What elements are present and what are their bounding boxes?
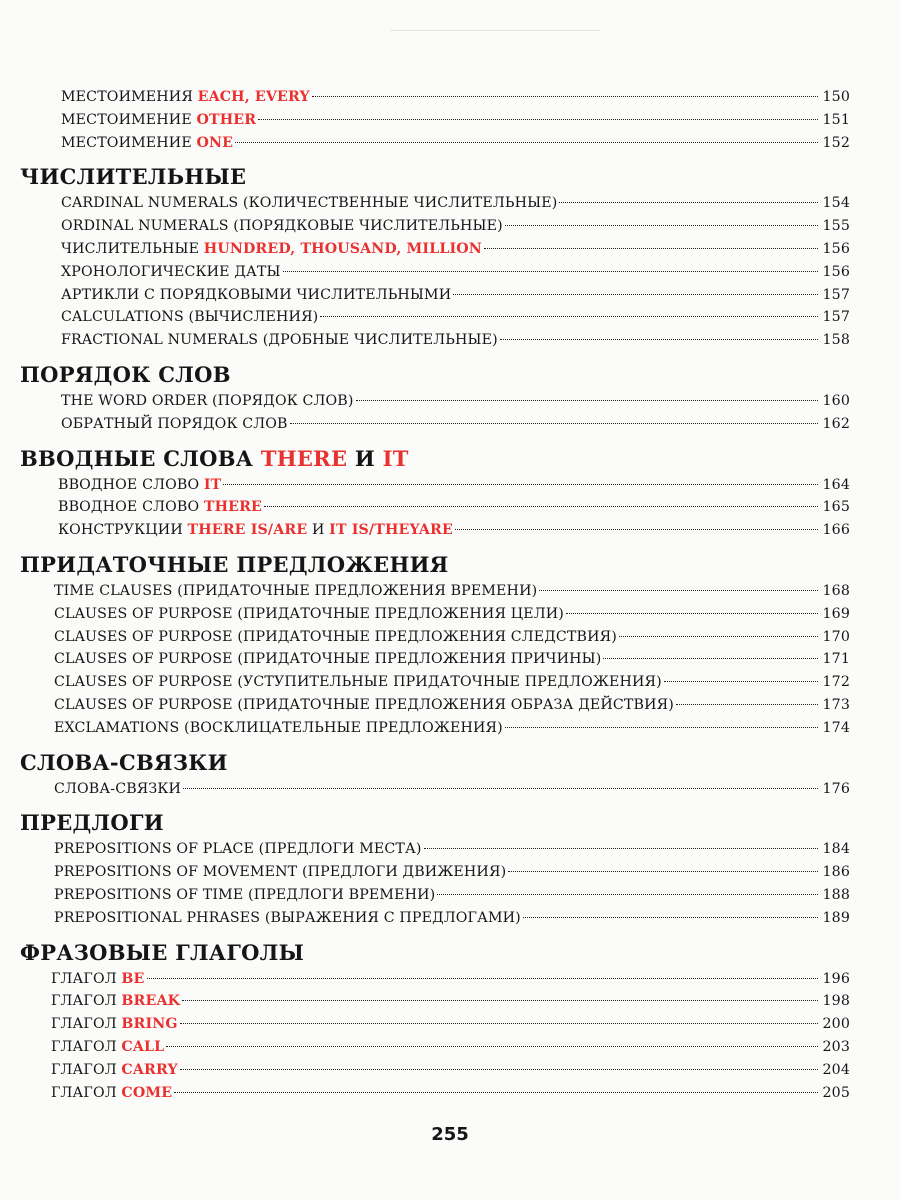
toc-entry-title xyxy=(58,496,262,519)
toc-entry-page: 205 xyxy=(822,1084,850,1101)
toc-entry-page: 168 xyxy=(822,582,850,599)
dot-leader xyxy=(508,871,818,872)
dot-leader xyxy=(523,917,818,918)
section-title-part: ПОРЯДОК СЛОВ xyxy=(20,361,231,387)
toc-entry[interactable] xyxy=(20,778,850,801)
toc-entry-title xyxy=(51,990,180,1013)
toc-entry-page: 176 xyxy=(822,780,850,797)
toc-entry-title xyxy=(54,694,674,717)
toc-entry-text: PREPOSITIONS OF MOVEMENT (ПРЕДЛОГИ ДВИЖЕНИЯ) xyxy=(54,864,507,881)
toc-entry-text: АРТИКЛИ С ПОРЯДКОВЫМИ ЧИСЛИТЕЛЬНЫМИ xyxy=(61,286,452,303)
toc-entry[interactable] xyxy=(20,1082,850,1105)
dot-leader xyxy=(424,848,818,849)
dot-leader xyxy=(455,529,818,530)
toc-entry-page: 204 xyxy=(822,1061,850,1078)
toc-entry[interactable] xyxy=(20,132,850,155)
dot-leader xyxy=(174,1092,818,1093)
toc-entry-title xyxy=(51,1082,172,1105)
toc-entry[interactable] xyxy=(20,474,850,497)
dot-leader xyxy=(676,704,818,705)
dot-leader xyxy=(539,590,818,591)
toc-entry-page: 151 xyxy=(822,111,850,128)
dot-leader xyxy=(500,339,818,340)
keyword-highlight: EACH, EVERY xyxy=(197,89,310,105)
toc-entry-title xyxy=(54,907,521,930)
toc-entry-text: ЧИСЛИТЕЛЬНЫЕ xyxy=(61,240,204,257)
toc-entry-title xyxy=(61,329,498,352)
section-title-part: ЧИСЛИТЕЛЬНЫЕ xyxy=(20,164,247,190)
keyword-highlight: BRING xyxy=(121,1016,178,1033)
toc-entry-page: 186 xyxy=(822,864,850,881)
keyword-highlight: THERE xyxy=(203,499,263,516)
toc-entry-title xyxy=(61,238,482,261)
toc-entry-page: 174 xyxy=(822,719,850,736)
toc-entry[interactable] xyxy=(20,838,850,861)
toc-entry-text: ГЛАГОЛ xyxy=(51,970,122,987)
dot-leader xyxy=(180,1069,818,1070)
toc-entry-title xyxy=(54,580,537,603)
toc-entry[interactable] xyxy=(20,413,850,436)
toc-entry[interactable] xyxy=(20,238,850,261)
toc-entry-text: FRACTIONAL NUMERALS (ДРОБНЫЕ ЧИСЛИТЕЛЬНЫЕ) xyxy=(61,332,498,349)
toc-entry-page: 171 xyxy=(822,651,850,668)
toc-entry-text: ГЛАГОЛ xyxy=(51,1016,122,1033)
toc-entry-text: ORDINAL NUMERALS (ПОРЯДКОВЫЕ ЧИСЛИТЕЛЬНЫЕ) xyxy=(61,218,503,235)
toc-entry[interactable] xyxy=(20,1036,850,1059)
keyword-highlight: IT IS/THEYARE xyxy=(329,522,453,539)
keyword-highlight: BREAK xyxy=(121,993,181,1010)
dot-leader xyxy=(180,1023,818,1024)
toc-entry-text: СЛОВА-СВЯЗКИ xyxy=(54,780,182,797)
toc-entry-title xyxy=(61,413,288,436)
section-title xyxy=(20,809,850,837)
toc-entry-page: 173 xyxy=(822,696,850,713)
toc-entry-text: ГЛАГОЛ xyxy=(51,1061,122,1078)
toc-entry-title xyxy=(54,626,617,649)
section-title xyxy=(20,361,850,389)
dot-leader xyxy=(603,658,818,659)
section-title-part: ПРИДАТОЧНЫЕ ПРЕДЛОЖЕНИЯ xyxy=(20,551,449,577)
toc-entry-page: 162 xyxy=(822,415,850,432)
toc-entry-page: 188 xyxy=(822,886,850,903)
dot-leader xyxy=(484,248,818,249)
toc-entry-text: МЕСТОИМЕНИЯ xyxy=(61,89,198,105)
toc-entry[interactable] xyxy=(20,603,850,626)
toc-entry[interactable] xyxy=(20,109,850,132)
table-of-contents xyxy=(20,86,850,1104)
toc-entry[interactable] xyxy=(20,694,850,717)
dot-leader xyxy=(664,681,818,682)
toc-entry-page: 157 xyxy=(822,286,850,303)
toc-entry-text: EXCLAMATIONS (ВОСКЛИЦАТЕЛЬНЫЕ ПРЕДЛОЖЕНИЯ) xyxy=(54,719,503,736)
section-title xyxy=(20,939,850,967)
toc-entry-page: 164 xyxy=(822,476,850,493)
toc-entry-title xyxy=(54,884,435,907)
toc-entry-page: 169 xyxy=(822,605,850,622)
toc-entry[interactable] xyxy=(20,671,850,694)
section-title-part: СЛОВА-СВЯЗКИ xyxy=(20,749,228,775)
dot-leader xyxy=(437,894,818,895)
toc-entry-page: 156 xyxy=(822,263,850,280)
toc-entry-title xyxy=(61,132,233,155)
section-title xyxy=(20,551,850,579)
toc-entry-title xyxy=(51,1059,178,1082)
dot-leader xyxy=(290,423,818,424)
toc-entry-text: PREPOSITIONS OF PLACE (ПРЕДЛОГИ МЕСТА) xyxy=(54,841,422,858)
toc-entry-title xyxy=(61,109,256,132)
toc-entry-page: 150 xyxy=(822,89,850,105)
toc-entry-page: 165 xyxy=(822,499,850,516)
toc-entry-text: И xyxy=(307,522,330,539)
toc-entry-page: 160 xyxy=(822,392,850,409)
toc-entry-title xyxy=(61,192,557,215)
toc-entry-title xyxy=(54,778,181,801)
toc-entry[interactable] xyxy=(20,861,850,884)
toc-entry-title xyxy=(61,284,451,307)
dot-leader xyxy=(566,613,818,614)
toc-entry-text: МЕСТОИМЕНИЕ xyxy=(61,134,197,151)
toc-entry-page: 156 xyxy=(822,240,850,257)
toc-entry-text: PREPOSITIONAL PHRASES (ВЫРАЖЕНИЯ С ПРЕДЛОГАМИ) xyxy=(54,909,521,926)
section-title xyxy=(20,163,850,191)
toc-entry-text: THE WORD ORDER (ПОРЯДОК СЛОВ) xyxy=(61,392,354,409)
toc-entry-page: 196 xyxy=(822,970,850,987)
toc-entry-title xyxy=(61,86,310,109)
dot-leader xyxy=(166,1046,818,1047)
dot-leader xyxy=(559,202,818,203)
dot-leader xyxy=(356,400,818,401)
toc-entry[interactable] xyxy=(20,626,850,649)
toc-entry-text: CLAUSES OF PURPOSE (УСТУПИТЕЛЬНЫЕ ПРИДАТОЧНЫЕ ПРЕДЛОЖЕНИЯ) xyxy=(54,674,662,691)
dot-leader xyxy=(258,119,818,120)
keyword-highlight: COME xyxy=(121,1084,173,1101)
section-title-part: ПРЕДЛОГИ xyxy=(20,810,164,836)
keyword-highlight: THERE IS/ARE xyxy=(187,522,308,539)
toc-entry-title xyxy=(54,603,564,626)
dot-leader xyxy=(312,96,818,97)
toc-entry[interactable] xyxy=(20,390,850,413)
dot-leader xyxy=(264,506,818,507)
toc-entry-page: 158 xyxy=(822,332,850,349)
toc-entry[interactable] xyxy=(20,192,850,215)
toc-entry[interactable] xyxy=(20,717,850,740)
toc-entry[interactable] xyxy=(20,990,850,1013)
toc-entry-title xyxy=(54,838,422,861)
toc-entry-text: ВВОДНОЕ СЛОВО xyxy=(58,499,204,516)
section-title-highlight: IT xyxy=(382,445,409,471)
page-number: 255 xyxy=(431,1124,469,1145)
keyword-highlight: CALL xyxy=(121,1038,165,1055)
dot-leader xyxy=(223,484,818,485)
dot-leader xyxy=(183,788,818,789)
top-rule xyxy=(390,30,600,31)
section-title xyxy=(20,445,850,473)
toc-entry-text: ОБРАТНЫЙ ПОРЯДОК СЛОВ xyxy=(61,415,288,432)
toc-entry-title xyxy=(54,648,601,671)
toc-entry-title xyxy=(61,215,503,238)
toc-entry-text: ГЛАГОЛ xyxy=(51,1084,122,1101)
toc-entry-page: 170 xyxy=(822,628,850,645)
toc-entry-title xyxy=(58,519,453,542)
dot-leader xyxy=(320,316,818,317)
toc-entry[interactable] xyxy=(20,86,850,109)
dot-leader xyxy=(505,225,818,226)
dot-leader xyxy=(619,636,818,637)
toc-entry-text: ГЛАГОЛ xyxy=(51,1038,122,1055)
keyword-highlight: OTHER xyxy=(196,111,257,128)
toc-entry-text: ГЛАГОЛ xyxy=(51,993,122,1010)
toc-entry-page: 200 xyxy=(822,1016,850,1033)
toc-entry[interactable] xyxy=(20,968,850,991)
toc-entry[interactable] xyxy=(20,1013,850,1036)
keyword-highlight: IT xyxy=(203,476,222,493)
keyword-highlight: HUNDRED, THOUSAND, MILLION xyxy=(203,240,482,257)
toc-entry[interactable] xyxy=(20,907,850,930)
toc-entry-text: TIME CLAUSES (ПРИДАТОЧНЫЕ ПРЕДЛОЖЕНИЯ ВРЕМЕНИ) xyxy=(54,582,538,599)
section-title-part: ВВОДНЫЕ СЛОВА xyxy=(20,445,261,471)
keyword-highlight: ONE xyxy=(196,134,234,151)
dot-leader xyxy=(283,271,818,272)
toc-entry[interactable] xyxy=(20,261,850,284)
dot-leader xyxy=(453,294,818,295)
toc-entry-text: CLAUSES OF PURPOSE (ПРИДАТОЧНЫЕ ПРЕДЛОЖЕНИЯ ЦЕЛИ) xyxy=(54,605,564,622)
toc-entry-page: 198 xyxy=(822,993,850,1010)
toc-entry-text: PREPOSITIONS OF TIME (ПРЕДЛОГИ ВРЕМЕНИ) xyxy=(54,886,436,903)
toc-entry-title xyxy=(61,306,318,329)
section-title-highlight: THERE xyxy=(260,445,348,471)
toc-entry-text: ХРОНОЛОГИЧЕСКИЕ ДАТЫ xyxy=(61,263,281,280)
toc-entry-text: CALCULATIONS (ВЫЧИСЛЕНИЯ) xyxy=(61,309,319,326)
toc-entry-title xyxy=(51,1013,178,1036)
toc-entry-title xyxy=(61,390,354,413)
keyword-highlight: BE xyxy=(121,970,145,987)
toc-entry[interactable] xyxy=(20,1059,850,1082)
toc-entry-page: 203 xyxy=(822,1038,850,1055)
toc-entry-title xyxy=(58,474,221,497)
toc-entry[interactable] xyxy=(20,215,850,238)
toc-entry-text: CLAUSES OF PURPOSE (ПРИДАТОЧНЫЕ ПРЕДЛОЖЕНИЯ СЛЕДСТВИЯ) xyxy=(54,628,617,645)
toc-entry[interactable] xyxy=(20,580,850,603)
toc-entry-page: 152 xyxy=(822,134,850,151)
toc-entry-page: 154 xyxy=(822,195,850,212)
toc-entry-title xyxy=(51,1036,164,1059)
toc-entry-title xyxy=(61,261,281,284)
toc-entry-text: CLAUSES OF PURPOSE (ПРИДАТОЧНЫЕ ПРЕДЛОЖЕНИЯ ОБРАЗА ДЕЙСТВИЯ) xyxy=(54,696,674,713)
dot-leader xyxy=(147,978,818,979)
toc-entry-page: 172 xyxy=(822,674,850,691)
toc-entry[interactable] xyxy=(20,329,850,352)
dot-leader xyxy=(235,142,818,143)
toc-entry[interactable] xyxy=(20,519,850,542)
toc-entry-title xyxy=(54,717,503,740)
toc-entry-page: 166 xyxy=(822,522,850,539)
toc-entry[interactable] xyxy=(20,306,850,329)
toc-entry-text: КОНСТРУКЦИИ xyxy=(58,522,188,539)
toc-entry-title xyxy=(51,968,145,991)
section-title-part: И xyxy=(347,445,383,471)
toc-entry[interactable] xyxy=(20,884,850,907)
toc-entry[interactable] xyxy=(20,496,850,519)
section-title-part: ФРАЗОВЫЕ ГЛАГОЛЫ xyxy=(20,939,305,965)
toc-entry-page: 155 xyxy=(822,218,850,235)
toc-entry-page: 157 xyxy=(822,309,850,326)
toc-entry[interactable] xyxy=(20,284,850,307)
dot-leader xyxy=(182,1000,818,1001)
toc-entry-title xyxy=(54,671,662,694)
toc-entry-text: CARDINAL NUMERALS (КОЛИЧЕСТВЕННЫЕ ЧИСЛИТЕЛЬНЫЕ) xyxy=(61,195,558,212)
toc-entry-text: ВВОДНОЕ СЛОВО xyxy=(58,476,204,493)
toc-entry-title xyxy=(54,861,506,884)
toc-entry-page: 184 xyxy=(822,841,850,858)
toc-entry-text: CLAUSES OF PURPOSE (ПРИДАТОЧНЫЕ ПРЕДЛОЖЕНИЯ ПРИЧИНЫ) xyxy=(54,651,602,668)
toc-entry-text: МЕСТОИМЕНИЕ xyxy=(61,111,197,128)
toc-entry-page: 189 xyxy=(822,909,850,926)
toc-entry[interactable] xyxy=(20,648,850,671)
keyword-highlight: CARRY xyxy=(121,1061,178,1078)
dot-leader xyxy=(505,727,818,728)
section-title xyxy=(20,749,850,777)
